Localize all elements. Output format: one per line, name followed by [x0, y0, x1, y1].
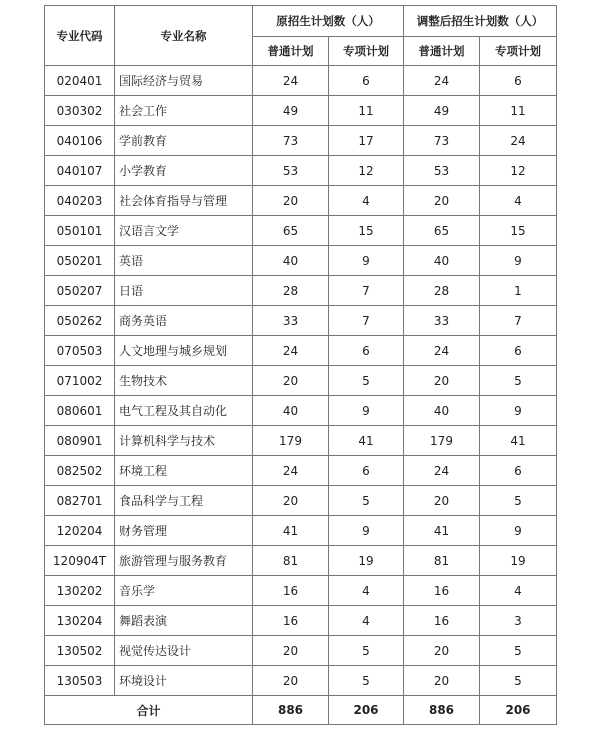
cell-adjusted-ordinary: 49: [404, 96, 480, 126]
cell-original-ordinary: 16: [253, 576, 329, 606]
cell-adjusted-ordinary: 16: [404, 606, 480, 636]
cell-original-special: 41: [329, 426, 404, 456]
cell-original-ordinary: 20: [253, 366, 329, 396]
cell-adjusted-ordinary: 28: [404, 276, 480, 306]
cell-name: 小学教育: [115, 156, 253, 186]
header-code: 专业代码: [45, 6, 115, 66]
cell-adjusted-ordinary: 81: [404, 546, 480, 576]
total-original-ordinary: 886: [253, 696, 329, 725]
cell-name: 日语: [115, 276, 253, 306]
table-header: [45, 6, 557, 66]
total-row: [45, 696, 557, 725]
cell-adjusted-special: 9: [480, 516, 557, 546]
cell-code: 050201: [45, 246, 115, 276]
cell-adjusted-special: 5: [480, 636, 557, 666]
cell-name: 环境工程: [115, 456, 253, 486]
cell-adjusted-special: 9: [480, 396, 557, 426]
cell-original-ordinary: 20: [253, 186, 329, 216]
cell-adjusted-special: 3: [480, 606, 557, 636]
cell-code: 050207: [45, 276, 115, 306]
cell-adjusted-ordinary: 20: [404, 486, 480, 516]
cell-adjusted-special: 1: [480, 276, 557, 306]
cell-original-special: 12: [329, 156, 404, 186]
cell-code: 082502: [45, 456, 115, 486]
cell-adjusted-special: 9: [480, 246, 557, 276]
table-row: [45, 96, 557, 126]
cell-original-ordinary: 53: [253, 156, 329, 186]
table-row: [45, 666, 557, 696]
cell-name: 音乐学: [115, 576, 253, 606]
cell-original-special: 9: [329, 396, 404, 426]
cell-original-special: 5: [329, 366, 404, 396]
cell-adjusted-special: 6: [480, 66, 557, 96]
cell-code: 130503: [45, 666, 115, 696]
enrollment-plan-table-container: [44, 5, 556, 725]
cell-adjusted-ordinary: 20: [404, 366, 480, 396]
cell-adjusted-ordinary: 41: [404, 516, 480, 546]
cell-adjusted-special: 12: [480, 156, 557, 186]
table-row: [45, 246, 557, 276]
cell-code: 040107: [45, 156, 115, 186]
cell-code: 030302: [45, 96, 115, 126]
cell-name: 英语: [115, 246, 253, 276]
cell-adjusted-ordinary: 65: [404, 216, 480, 246]
cell-original-special: 15: [329, 216, 404, 246]
cell-code: 071002: [45, 366, 115, 396]
cell-original-ordinary: 65: [253, 216, 329, 246]
cell-original-ordinary: 49: [253, 96, 329, 126]
table-row: [45, 126, 557, 156]
cell-code: 120904T: [45, 546, 115, 576]
cell-name: 生物技术: [115, 366, 253, 396]
total-adjusted-ordinary: 886: [404, 696, 480, 725]
cell-original-special: 17: [329, 126, 404, 156]
table-row: [45, 486, 557, 516]
cell-original-ordinary: 20: [253, 486, 329, 516]
table-row: [45, 516, 557, 546]
cell-name: 社会工作: [115, 96, 253, 126]
header-adjusted-special: 专项计划: [480, 37, 557, 66]
cell-adjusted-ordinary: 24: [404, 66, 480, 96]
cell-original-ordinary: 81: [253, 546, 329, 576]
cell-original-special: 19: [329, 546, 404, 576]
cell-code: 082701: [45, 486, 115, 516]
cell-code: 050101: [45, 216, 115, 246]
cell-original-ordinary: 179: [253, 426, 329, 456]
cell-original-ordinary: 20: [253, 636, 329, 666]
cell-original-special: 7: [329, 306, 404, 336]
cell-adjusted-special: 19: [480, 546, 557, 576]
cell-name: 环境设计: [115, 666, 253, 696]
cell-adjusted-special: 5: [480, 486, 557, 516]
table-row: [45, 366, 557, 396]
cell-adjusted-special: 6: [480, 336, 557, 366]
cell-name: 商务英语: [115, 306, 253, 336]
table-row: [45, 186, 557, 216]
cell-original-ordinary: 24: [253, 66, 329, 96]
cell-original-special: 4: [329, 186, 404, 216]
cell-adjusted-special: 4: [480, 186, 557, 216]
cell-adjusted-ordinary: 53: [404, 156, 480, 186]
header-original-special: 专项计划: [329, 37, 404, 66]
cell-original-special: 11: [329, 96, 404, 126]
cell-original-special: 5: [329, 636, 404, 666]
total-label: 合计: [45, 696, 253, 725]
cell-adjusted-special: 5: [480, 366, 557, 396]
cell-original-special: 4: [329, 576, 404, 606]
header-adjusted-group: 调整后招生计划数（人）: [404, 6, 557, 37]
cell-adjusted-special: 15: [480, 216, 557, 246]
cell-original-special: 7: [329, 276, 404, 306]
table-row: [45, 216, 557, 246]
table-row: [45, 546, 557, 576]
table-row: [45, 156, 557, 186]
cell-code: 040106: [45, 126, 115, 156]
cell-adjusted-ordinary: 40: [404, 396, 480, 426]
cell-code: 130202: [45, 576, 115, 606]
cell-adjusted-ordinary: 16: [404, 576, 480, 606]
cell-name: 舞蹈表演: [115, 606, 253, 636]
cell-name: 社会体育指导与管理: [115, 186, 253, 216]
enrollment-plan-table: [44, 5, 557, 725]
table-body: [45, 66, 557, 696]
table-row: [45, 576, 557, 606]
cell-code: 070503: [45, 336, 115, 366]
header-original-group: 原招生计划数（人）: [253, 6, 404, 37]
cell-adjusted-ordinary: 24: [404, 456, 480, 486]
cell-original-special: 9: [329, 246, 404, 276]
cell-adjusted-ordinary: 179: [404, 426, 480, 456]
header-name: 专业名称: [115, 6, 253, 66]
cell-code: 130204: [45, 606, 115, 636]
cell-original-ordinary: 24: [253, 336, 329, 366]
cell-adjusted-special: 5: [480, 666, 557, 696]
header-original-ordinary: 普通计划: [253, 37, 329, 66]
cell-adjusted-special: 24: [480, 126, 557, 156]
cell-name: 计算机科学与技术: [115, 426, 253, 456]
cell-adjusted-special: 6: [480, 456, 557, 486]
table-row: [45, 336, 557, 366]
cell-name: 汉语言文学: [115, 216, 253, 246]
table-row: [45, 636, 557, 666]
cell-original-special: 4: [329, 606, 404, 636]
cell-adjusted-ordinary: 20: [404, 636, 480, 666]
cell-name: 国际经济与贸易: [115, 66, 253, 96]
cell-code: 080901: [45, 426, 115, 456]
cell-code: 020401: [45, 66, 115, 96]
cell-original-special: 6: [329, 456, 404, 486]
cell-name: 学前教育: [115, 126, 253, 156]
cell-adjusted-ordinary: 73: [404, 126, 480, 156]
cell-original-ordinary: 41: [253, 516, 329, 546]
table-row: [45, 426, 557, 456]
cell-adjusted-ordinary: 24: [404, 336, 480, 366]
cell-original-special: 9: [329, 516, 404, 546]
cell-name: 食品科学与工程: [115, 486, 253, 516]
cell-original-special: 6: [329, 336, 404, 366]
total-original-special: 206: [329, 696, 404, 725]
cell-original-ordinary: 40: [253, 246, 329, 276]
header-adjusted-ordinary: 普通计划: [404, 37, 480, 66]
table-row: [45, 456, 557, 486]
cell-original-ordinary: 20: [253, 666, 329, 696]
cell-original-ordinary: 73: [253, 126, 329, 156]
cell-adjusted-special: 41: [480, 426, 557, 456]
cell-code: 040203: [45, 186, 115, 216]
cell-adjusted-special: 4: [480, 576, 557, 606]
cell-code: 130502: [45, 636, 115, 666]
table-row: [45, 66, 557, 96]
cell-name: 视觉传达设计: [115, 636, 253, 666]
cell-original-special: 5: [329, 666, 404, 696]
cell-original-ordinary: 28: [253, 276, 329, 306]
cell-code: 050262: [45, 306, 115, 336]
cell-adjusted-ordinary: 40: [404, 246, 480, 276]
cell-name: 电气工程及其自动化: [115, 396, 253, 426]
cell-code: 120204: [45, 516, 115, 546]
cell-original-special: 5: [329, 486, 404, 516]
table-footer: [45, 696, 557, 725]
table-row: [45, 306, 557, 336]
table-row: [45, 276, 557, 306]
table-row: [45, 606, 557, 636]
cell-adjusted-ordinary: 33: [404, 306, 480, 336]
cell-code: 080601: [45, 396, 115, 426]
cell-original-ordinary: 33: [253, 306, 329, 336]
cell-name: 人文地理与城乡规划: [115, 336, 253, 366]
cell-original-special: 6: [329, 66, 404, 96]
cell-adjusted-special: 7: [480, 306, 557, 336]
table-row: [45, 396, 557, 426]
cell-adjusted-special: 11: [480, 96, 557, 126]
cell-adjusted-ordinary: 20: [404, 666, 480, 696]
cell-original-ordinary: 24: [253, 456, 329, 486]
total-adjusted-special: 206: [480, 696, 557, 725]
cell-adjusted-ordinary: 20: [404, 186, 480, 216]
cell-name: 旅游管理与服务教育: [115, 546, 253, 576]
cell-original-ordinary: 40: [253, 396, 329, 426]
cell-original-ordinary: 16: [253, 606, 329, 636]
cell-name: 财务管理: [115, 516, 253, 546]
